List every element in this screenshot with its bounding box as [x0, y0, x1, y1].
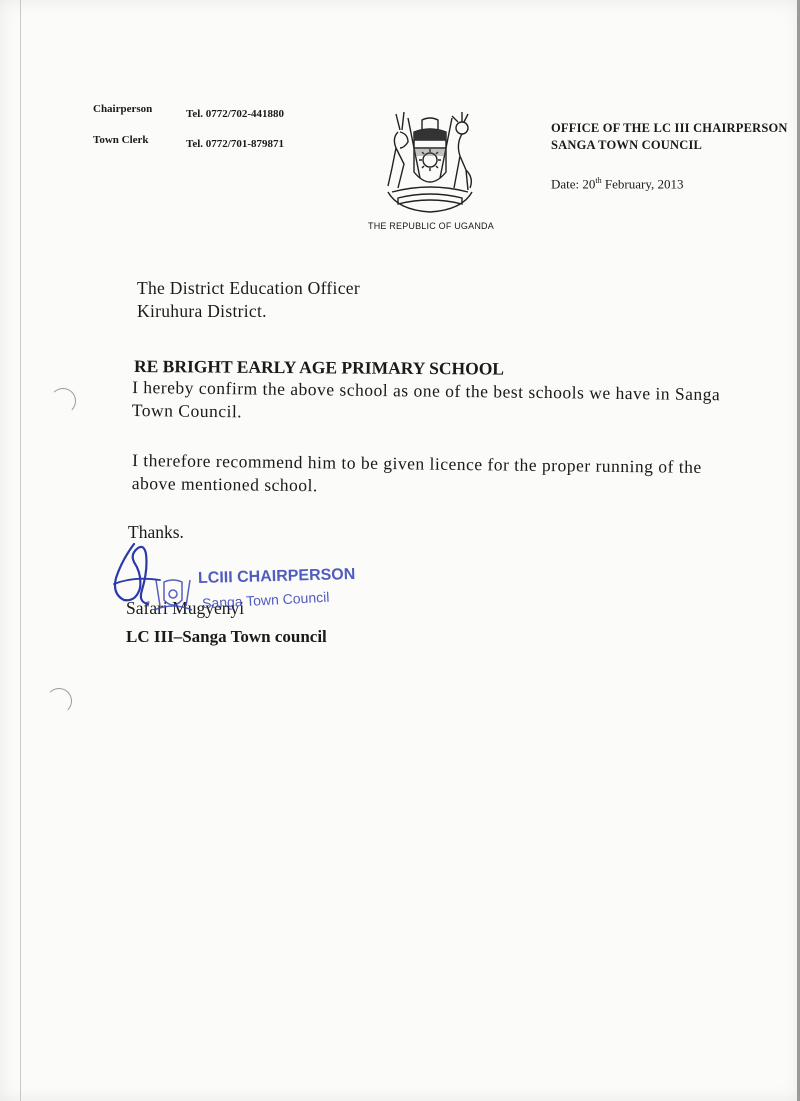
emblem-caption: THE REPUBLIC OF UGANDA: [368, 221, 494, 231]
body-paragraph-2: I therefore recommend him to be given licence for the proper running of the above mentioned school.: [131, 450, 702, 496]
date-suffix: th: [595, 176, 602, 185]
letter-date: [551, 176, 683, 192]
signatory-name: Safari Mugyenyi: [126, 598, 245, 618]
recipient-line-1: The District Education Officer: [137, 278, 360, 298]
signatory-title: LC III–Sanga Town council: [126, 627, 327, 646]
office-line-2: SANGA TOWN COUNCIL: [551, 138, 703, 152]
office-heading: [551, 120, 788, 154]
uganda-coat-of-arms-icon: [378, 108, 482, 220]
stamp-title: LCIII CHAIRPERSON: [197, 565, 356, 588]
office-line-1: OFFICE OF THE LC III CHAIRPERSON: [551, 121, 788, 135]
contact-role-town-clerk: Town Clerk: [93, 134, 149, 146]
date-prefix: Date: 20: [551, 176, 596, 192]
letter-subject: RE BRIGHT EARLY AGE PRIMARY SCHOOL: [133, 356, 505, 379]
punch-hole-mark: [50, 388, 76, 414]
date-rest: February, 2013: [601, 176, 684, 192]
handwritten-signature-icon: [104, 540, 174, 610]
punch-hole-mark: [46, 688, 72, 714]
stamp-council: Sanga Town Council: [201, 588, 330, 612]
recipient-line-2: Kiruhura District.: [137, 301, 267, 321]
contact-role-chairperson: Chairperson: [93, 103, 153, 115]
contact-tel-town-clerk: Tel. 0772/701-879871: [186, 138, 284, 150]
paper-edge-line: [20, 0, 21, 1101]
contact-tel-chairperson: Tel. 0772/702-441880: [186, 108, 284, 120]
body-paragraph-1: I hereby confirm the above school as one of the best schools we have in Sanga Town Council.: [131, 377, 721, 422]
closing-text: Thanks.: [128, 522, 184, 542]
